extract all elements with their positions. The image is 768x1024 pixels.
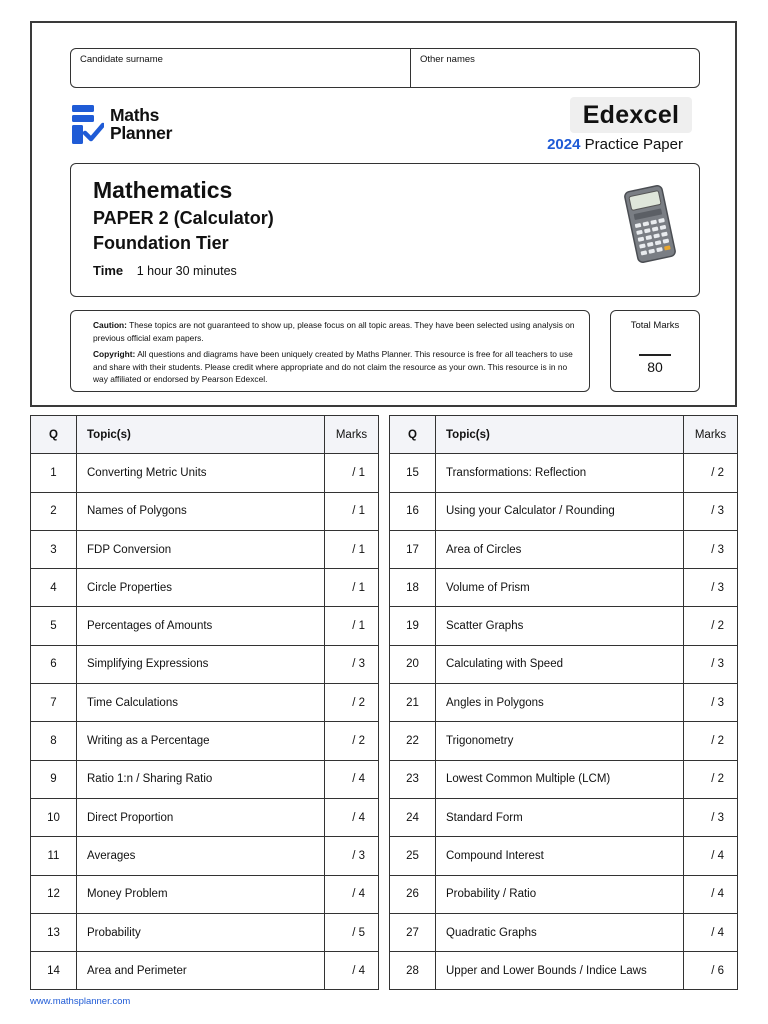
paper-title-box: [70, 163, 700, 297]
table-row: [390, 913, 738, 951]
question-number: 20: [390, 645, 436, 683]
topic-name: FDP Conversion: [77, 530, 325, 568]
marks-value: / 3: [684, 798, 738, 836]
table-row: [390, 569, 738, 607]
question-number: 7: [31, 684, 77, 722]
time-value: 1 hour 30 minutes: [136, 264, 237, 278]
topic-name: Upper and Lower Bounds / Indice Laws: [436, 952, 684, 990]
marks-value: / 1: [325, 530, 379, 568]
table-row: [31, 760, 379, 798]
total-marks-divider: [639, 354, 671, 356]
maths-planner-logo: [72, 104, 192, 144]
question-number: 13: [31, 913, 77, 951]
topics-table-right: [389, 415, 738, 990]
marks-value: / 2: [325, 722, 379, 760]
marks-value: / 3: [325, 837, 379, 875]
table-header-row: [31, 416, 379, 454]
question-number: 8: [31, 722, 77, 760]
topic-name: Money Problem: [77, 875, 325, 913]
topic-name: Circle Properties: [77, 569, 325, 607]
copyright-label: Copyright:: [93, 349, 136, 359]
marks-value: / 2: [684, 722, 738, 760]
marks-value: / 2: [684, 607, 738, 645]
total-marks-box: [610, 310, 700, 392]
header-marks: Marks: [325, 416, 379, 454]
marks-value: / 1: [325, 569, 379, 607]
question-number: 27: [390, 913, 436, 951]
topic-name: Converting Metric Units: [77, 454, 325, 492]
question-number: 1: [31, 454, 77, 492]
candidate-surname-field[interactable]: [71, 49, 411, 87]
topic-name: Angles in Polygons: [436, 684, 684, 722]
question-number: 11: [31, 837, 77, 875]
cover-sheet: [30, 21, 737, 407]
table-row: [31, 837, 379, 875]
table-row: [31, 684, 379, 722]
marks-value: / 1: [325, 492, 379, 530]
question-number: 26: [390, 875, 436, 913]
brand-line-1: Maths: [110, 105, 160, 125]
topic-name: Probability / Ratio: [436, 875, 684, 913]
marks-value: / 3: [684, 492, 738, 530]
header-topic: Topic(s): [77, 416, 325, 454]
marks-value: / 4: [684, 875, 738, 913]
topic-name: Time Calculations: [77, 684, 325, 722]
marks-value: / 4: [684, 913, 738, 951]
marks-value: / 1: [325, 454, 379, 492]
topic-name: Area of Circles: [436, 530, 684, 568]
question-number: 9: [31, 760, 77, 798]
table-row: [31, 913, 379, 951]
topic-name: Averages: [77, 837, 325, 875]
question-number: 17: [390, 530, 436, 568]
marks-value: / 3: [684, 645, 738, 683]
question-number: 18: [390, 569, 436, 607]
topic-name: Quadratic Graphs: [436, 913, 684, 951]
table-row: [390, 722, 738, 760]
question-number: 22: [390, 722, 436, 760]
marks-value: / 6: [684, 952, 738, 990]
table-row: [31, 454, 379, 492]
topic-name: Using your Calculator / Rounding: [436, 492, 684, 530]
table-row: [31, 645, 379, 683]
topic-name: Simplifying Expressions: [77, 645, 325, 683]
topic-name: Ratio 1:n / Sharing Ratio: [77, 760, 325, 798]
tier-name: Foundation Tier: [93, 233, 229, 253]
header-topic: Topic(s): [436, 416, 684, 454]
table-row: [390, 492, 738, 530]
brand-name: [110, 106, 172, 142]
paper-name: PAPER 2 (Calculator): [93, 208, 274, 228]
total-marks-value: 80: [647, 358, 663, 375]
copyright-text: All questions and diagrams have been uniquely created by Maths Planner. This resource is free for all teachers to use and share with their students. Please credit where appropriate and do not claim the resource as your own. This resource is in no way affiliated or endorsed by Pearson Edexcel.: [93, 349, 573, 384]
marks-value: / 3: [684, 684, 738, 722]
question-number: 23: [390, 760, 436, 798]
marks-value: / 2: [325, 684, 379, 722]
question-number: 16: [390, 492, 436, 530]
candidate-surname-label: Candidate surname: [80, 54, 163, 65]
table-row: [390, 760, 738, 798]
footer-website-link[interactable]: www.mathsplanner.com: [30, 996, 131, 1007]
marks-value: / 2: [684, 454, 738, 492]
table-row: [390, 645, 738, 683]
marks-value: / 4: [325, 875, 379, 913]
table-row: [31, 492, 379, 530]
marks-value: / 4: [325, 760, 379, 798]
table-row: [31, 798, 379, 836]
topic-name: Lowest Common Multiple (LCM): [436, 760, 684, 798]
question-number: 2: [31, 492, 77, 530]
maths-planner-logo-icon: [72, 105, 104, 144]
table-row: [390, 875, 738, 913]
topics-table-left: [30, 415, 379, 990]
practice-paper-text: Practice Paper: [584, 136, 683, 153]
topic-name: Percentages of Amounts: [77, 607, 325, 645]
question-number: 19: [390, 607, 436, 645]
header-marks: Marks: [684, 416, 738, 454]
topic-name: Direct Proportion: [77, 798, 325, 836]
topic-name: Scatter Graphs: [436, 607, 684, 645]
table-row: [31, 607, 379, 645]
brand-line-2: Planner: [110, 123, 173, 143]
table-row: [390, 607, 738, 645]
marks-value: / 1: [325, 607, 379, 645]
question-number: 25: [390, 837, 436, 875]
marks-value: / 2: [684, 760, 738, 798]
topic-name: Compound Interest: [436, 837, 684, 875]
marks-value: / 3: [325, 645, 379, 683]
topic-name: Volume of Prism: [436, 569, 684, 607]
question-number: 5: [31, 607, 77, 645]
question-number: 24: [390, 798, 436, 836]
marks-value: / 3: [684, 530, 738, 568]
paper-year: 2024: [547, 136, 581, 153]
topic-name: Names of Polygons: [77, 492, 325, 530]
caution-notice: [93, 319, 577, 344]
total-marks-label: Total Marks: [630, 320, 680, 331]
table-row: [31, 530, 379, 568]
calculator-icon: [621, 184, 679, 264]
marks-value: / 4: [325, 952, 379, 990]
caution-label: Caution:: [93, 320, 127, 330]
question-number: 10: [31, 798, 77, 836]
table-row: [390, 798, 738, 836]
table-row: [31, 722, 379, 760]
table-row: [31, 952, 379, 990]
question-number: 15: [390, 454, 436, 492]
marks-value: / 3: [684, 569, 738, 607]
topic-name: Calculating with Speed: [436, 645, 684, 683]
table-row: [390, 454, 738, 492]
question-number: 6: [31, 645, 77, 683]
other-names-field[interactable]: [411, 49, 699, 87]
topic-name: Transformations: Reflection: [436, 454, 684, 492]
caution-text: These topics are not guaranteed to show up, please focus on all topic areas. They have been selected using analysis on previous official exam papers.: [93, 320, 575, 343]
table-row: [390, 952, 738, 990]
header-q: Q: [31, 416, 77, 454]
table-row: [390, 530, 738, 568]
candidate-name-box: [70, 48, 700, 88]
marks-value: / 5: [325, 913, 379, 951]
question-number: 21: [390, 684, 436, 722]
table-row: [390, 837, 738, 875]
other-names-label: Other names: [420, 54, 475, 65]
table-row: [390, 684, 738, 722]
time-allowed: [93, 263, 237, 278]
time-label: Time: [93, 263, 124, 278]
question-number: 14: [31, 952, 77, 990]
notice-box: [70, 310, 590, 392]
exam-board: Edexcel: [570, 97, 692, 133]
topic-name: Trigonometry: [436, 722, 684, 760]
question-number: 3: [31, 530, 77, 568]
marks-value: / 4: [325, 798, 379, 836]
topic-name: Standard Form: [436, 798, 684, 836]
topic-name: Writing as a Percentage: [77, 722, 325, 760]
question-number: 12: [31, 875, 77, 913]
copyright-notice: [93, 348, 577, 386]
question-number: 4: [31, 569, 77, 607]
practice-paper-label: [547, 136, 683, 153]
header-q: Q: [390, 416, 436, 454]
subject-title: Mathematics: [93, 177, 233, 203]
table-row: [31, 875, 379, 913]
topic-name: Area and Perimeter: [77, 952, 325, 990]
table-row: [31, 569, 379, 607]
table-header-row: [390, 416, 738, 454]
question-number: 28: [390, 952, 436, 990]
topic-name: Probability: [77, 913, 325, 951]
marks-value: / 4: [684, 837, 738, 875]
